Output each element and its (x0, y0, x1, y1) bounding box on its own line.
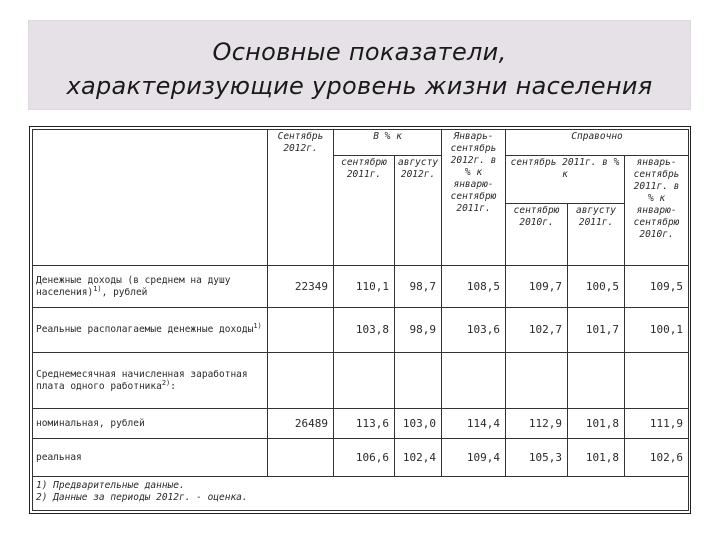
header-jan-sep-2011-pct: январь-сентябрь 2011г. в % к январю-сентябрю 2010г. (625, 156, 689, 266)
header-in-pct-to: В % к (334, 130, 442, 156)
row-label: Среднемесячная начисленная заработная плата одного работника$^{2)}$: (33, 353, 268, 409)
table-row (33, 353, 689, 409)
note-1: 1) Предварительные данные. (36, 480, 185, 491)
cell-value (268, 308, 334, 353)
cell-value: 98,9 (395, 308, 442, 353)
cell-value: 102,4 (395, 439, 442, 477)
cell-value (334, 353, 395, 409)
row-label: Реальные располагаемые денежные доходы$^{1)}$ (33, 308, 268, 353)
header-reference: Справочно (506, 130, 689, 156)
cell-value: 101,8 (568, 439, 625, 477)
cell-value: 103,6 (442, 308, 506, 353)
table-notes (33, 477, 689, 511)
slide-title-box (28, 20, 691, 110)
slide-title (29, 35, 690, 103)
cell-value (395, 353, 442, 409)
header-sep2012: Сентябрь 2012г. (268, 130, 334, 266)
cell-value: 103,8 (334, 308, 395, 353)
notes-row (33, 477, 689, 511)
cell-value: 106,6 (334, 439, 395, 477)
header-jan-sep-2012: Январь-сентябрь 2012г. в % к январю-сентябрю 2011г. (442, 130, 506, 266)
cell-value: 113,6 (334, 409, 395, 439)
row-label: реальная (33, 439, 268, 477)
cell-value: 112,9 (506, 409, 568, 439)
cell-value: 102,7 (506, 308, 568, 353)
cell-value (268, 439, 334, 477)
cell-value (568, 353, 625, 409)
cell-value: 109,7 (506, 266, 568, 308)
cell-value: 100,1 (625, 308, 689, 353)
header-empty-cell (33, 130, 268, 266)
table-row (33, 439, 689, 477)
indicators-table-frame (29, 126, 691, 514)
cell-value: 26489 (268, 409, 334, 439)
cell-value: 108,5 (442, 266, 506, 308)
cell-value: 110,1 (334, 266, 395, 308)
cell-value: 101,8 (568, 409, 625, 439)
table-row (33, 409, 689, 439)
cell-value: 111,9 (625, 409, 689, 439)
cell-value: 102,6 (625, 439, 689, 477)
header-to-aug2012: августу 2012г. (395, 156, 442, 266)
table-row (33, 308, 689, 353)
slide-title-line-2: характеризующие уровень жизни населения (66, 72, 653, 100)
cell-value: 98,7 (395, 266, 442, 308)
cell-value: 100,5 (568, 266, 625, 308)
table-row (33, 266, 689, 308)
header-to-sep2011: сентябрю 2011г. (334, 156, 395, 266)
cell-value: 22349 (268, 266, 334, 308)
header-to-sep2010: сентябрю 2010г. (506, 204, 568, 266)
cell-value: 109,5 (625, 266, 689, 308)
cell-value: 114,4 (442, 409, 506, 439)
cell-value: 109,4 (442, 439, 506, 477)
note-2: 2) Данные за периоды 2012г. - оценка. (36, 492, 248, 503)
cell-value (506, 353, 568, 409)
row-label: номинальная, рублей (33, 409, 268, 439)
row-label: Денежные доходы (в среднем на душу населения)$^{1)}$, рублей (33, 266, 268, 308)
cell-value (442, 353, 506, 409)
cell-value: 103,0 (395, 409, 442, 439)
cell-value: 105,3 (506, 439, 568, 477)
cell-value (625, 353, 689, 409)
header-sep2011-pct: сентябрь 2011г. в % к (506, 156, 625, 204)
cell-value: 101,7 (568, 308, 625, 353)
indicators-table (32, 129, 689, 511)
header-to-aug2011: августу 2011г. (568, 204, 625, 266)
slide-title-line-1: Основные показатели, (212, 38, 507, 66)
cell-value (268, 353, 334, 409)
